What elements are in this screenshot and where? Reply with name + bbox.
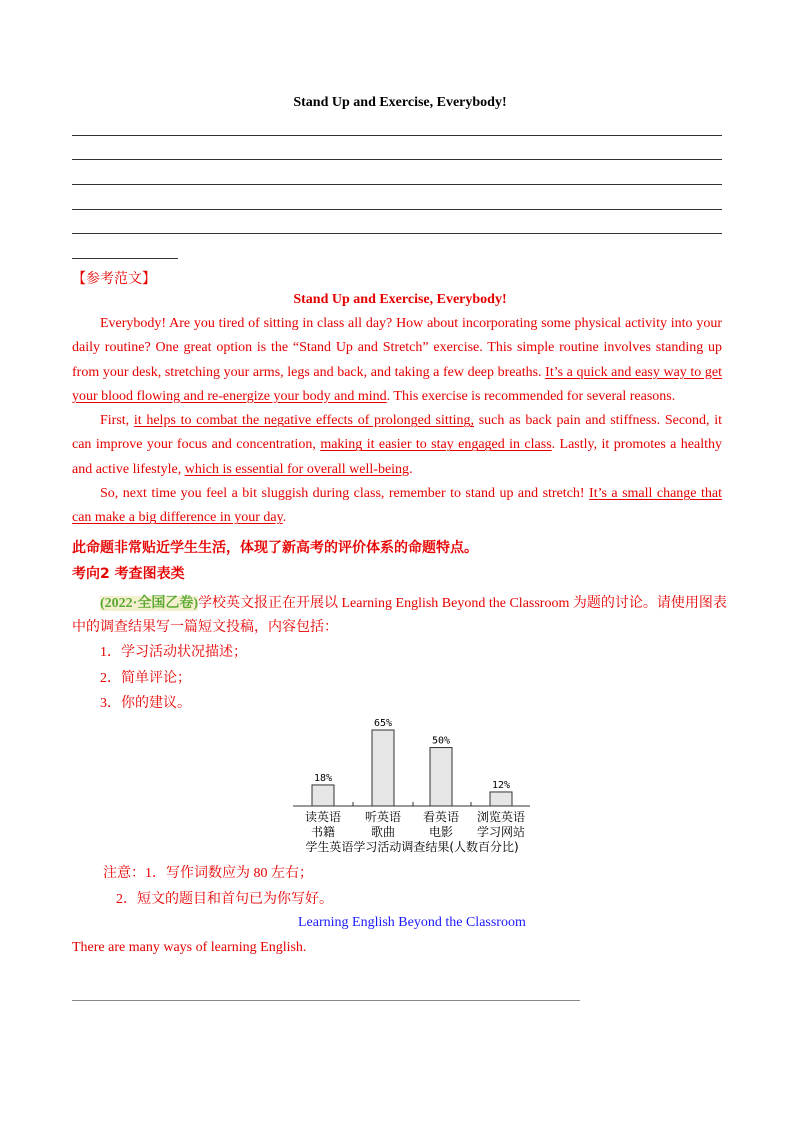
model-essay: [72, 312, 722, 531]
writing-line: [72, 159, 722, 160]
chart-bar: [490, 792, 512, 806]
category-label: 歌曲: [370, 825, 396, 839]
bar-value-label: 12%: [491, 779, 511, 791]
task-item-2: 2．简单评论；: [100, 671, 191, 686]
chart-caption: 学生英语学习活动调查结果(人数百分比): [305, 840, 519, 854]
writing-line: [72, 135, 722, 136]
note-1: 注意：1．写作词数应为 80 左右；: [103, 866, 313, 881]
essay-paragraph-2: First, it helps to combat the negative effects of prolonged sitting, such as back pain and stiffness. Second, it can improve your focus and concentration, making it easier to stay engaged in class. Lastly, it promotes a healthy and active lifestyle, which is essential for overall well-being.: [72, 413, 722, 477]
task-item-3: 3．你的建议。: [100, 696, 191, 711]
section-heading: 考向2 考查图表类: [72, 566, 185, 582]
writing-line: [72, 233, 722, 234]
category-label: 看英语: [422, 810, 460, 824]
bar-value-label: 65%: [373, 718, 393, 729]
essay-paragraph-1: Everybody! Are you tired of sitting in class all day? How about incorporating some physical activity into your daily routine? One great option is the “Stand Up and Stretch” exercise. This simple routine involves standing up from your desk, stretching your arms, legs and back, and taking a few deep breaths. It’s a quick and easy way to get your blood flowing and re-energize your body and mind. This exercise is recommended for several reasons.: [72, 316, 723, 404]
answer-title: Learning English Beyond the Classroom: [298, 915, 526, 930]
category-label: 浏览英语: [476, 810, 526, 824]
category-label: 读英语: [304, 810, 342, 824]
task-item-1: 1．学习活动状况描述；: [100, 645, 247, 660]
category-label: 电影: [428, 825, 454, 839]
essay-title: Stand Up and Exercise, Everybody!: [293, 95, 507, 110]
answer-line: [72, 1000, 580, 1001]
comment-note: 此命题非常贴近学生生活，体现了新高考的评价体系的命题特点。: [72, 540, 478, 556]
writing-line: [72, 209, 722, 210]
writing-line: [72, 184, 722, 185]
chart-bar: [372, 730, 394, 806]
note-2: 2．短文的题目和首句已为你写好。: [116, 892, 333, 907]
chart-bar: [430, 748, 452, 806]
essay-paragraph-3: So, next time you feel a bit sluggish during class, remember to stand up and stretch! It’s a small change that can make a big difference in your day.: [72, 486, 722, 526]
model-essay-title: Stand Up and Exercise, Everybody!: [293, 292, 507, 307]
bar-value-label: 50%: [431, 735, 451, 747]
task-prompt: (2022·全国乙卷)学校英文报正在开展以 Learning English Beyond the Classroom 为题的讨论。请使用图表中的调查结果写一篇短文投稿，内容包括：: [72, 596, 727, 635]
category-label: 书籍: [310, 825, 336, 839]
source-badge: (2022·全国乙卷): [100, 596, 198, 611]
answer-first-sentence: There are many ways of learning English.: [72, 940, 307, 955]
bar-value-label: 18%: [313, 772, 333, 784]
chart-bar: [312, 785, 334, 806]
category-label: 听英语: [364, 810, 402, 824]
category-label: 学习网站: [476, 825, 526, 839]
writing-line-short: [72, 258, 178, 259]
survey-chart: [285, 712, 540, 860]
reference-label: 【参考范文】: [72, 272, 156, 287]
